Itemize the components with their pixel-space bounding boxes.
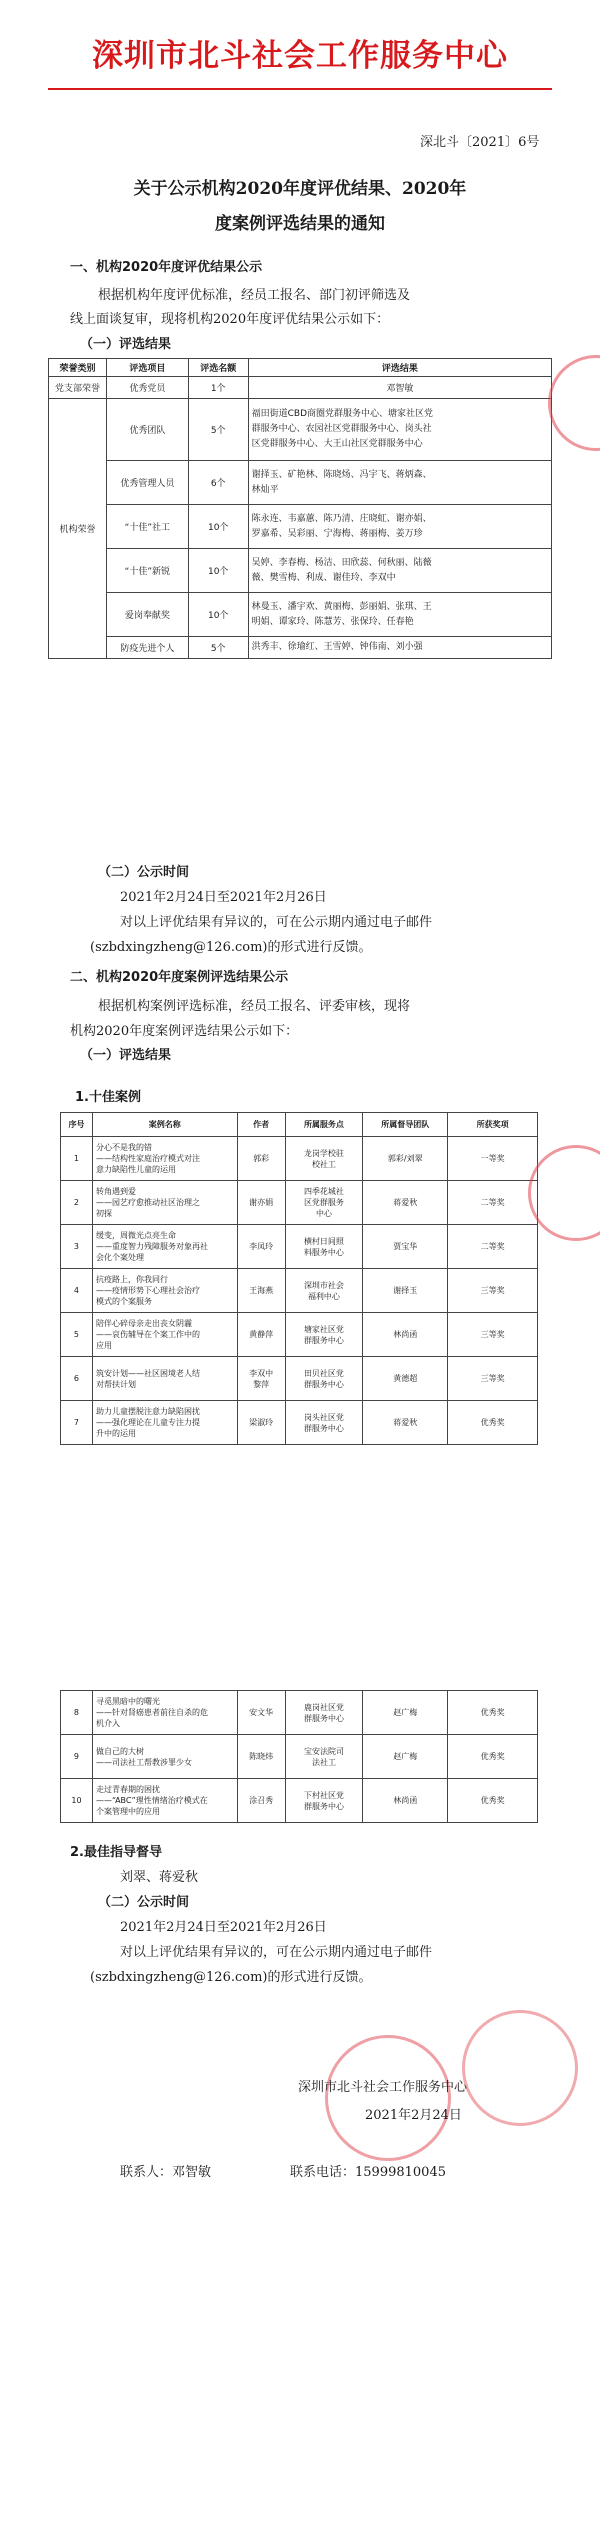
case-number-cell-line: 4 bbox=[73, 1286, 80, 1295]
part2-time: 2021年2月24日至2021年2月26日 bbox=[120, 1920, 327, 1935]
result-line: 吴婷、李春梅、杨洁、田欣蕊、何秋丽、陆薇 bbox=[251, 557, 432, 568]
case-site-cell-line: 鹿岗社区党 bbox=[303, 1702, 344, 1712]
case-author-cell bbox=[237, 1691, 285, 1735]
case-author-cell-line: 李双中 黎萍 bbox=[249, 1368, 274, 1389]
case-award-cell bbox=[448, 1225, 538, 1269]
case-site-cell-line: 田贝社区党 bbox=[303, 1368, 344, 1378]
case-title-cell bbox=[92, 1779, 237, 1823]
case-number-cell bbox=[61, 1269, 93, 1313]
case-author-cell-line: 李凤玲 bbox=[249, 1242, 274, 1251]
case-site-cell bbox=[285, 1269, 363, 1313]
case-number-cell-line: 10 bbox=[71, 1796, 82, 1805]
case-author-cell bbox=[237, 1357, 285, 1401]
case-title-cell-line: 意力缺陷性儿童的运用 bbox=[95, 1165, 176, 1174]
case-title-cell-line: ——强化理论在儿童专注力提 bbox=[95, 1418, 200, 1427]
letterhead-title: 深圳市北斗社会工作服务中心 bbox=[92, 38, 508, 74]
case-award-cell-line: 优秀奖 bbox=[480, 1796, 505, 1805]
result-line: 谢择玉、矿艳林、陈晓炀、冯宇飞、蒋炳森、 bbox=[251, 469, 432, 480]
case-site-cell-line: 下村社区党 bbox=[303, 1790, 344, 1800]
case-author-cell-line: 陈晓炜 bbox=[249, 1752, 274, 1761]
table-row bbox=[61, 1401, 538, 1445]
quota-cell: 10个 bbox=[188, 549, 248, 593]
cases-table-header bbox=[61, 1113, 538, 1137]
case-title-cell bbox=[92, 1225, 237, 1269]
result-line: 林灿平 bbox=[251, 484, 279, 495]
case-title-cell-line: ——司法社工帮教涉罪少女 bbox=[95, 1757, 192, 1767]
case-award-cell-line: 三等奖 bbox=[480, 1286, 505, 1295]
case-award-cell-line: 三等奖 bbox=[480, 1330, 505, 1339]
case-number-cell-line: 7 bbox=[73, 1418, 80, 1427]
case-site-cell-line: 群服务中心 bbox=[303, 1423, 344, 1433]
case-award-cell-line: 二等奖 bbox=[480, 1242, 505, 1251]
case-author-cell bbox=[237, 1181, 285, 1225]
header-cell: 序号 bbox=[61, 1113, 93, 1137]
case-team-cell bbox=[363, 1313, 448, 1357]
case-team-cell bbox=[363, 1401, 448, 1445]
case-site-cell-line: 校社工 bbox=[311, 1159, 336, 1169]
case-site-cell bbox=[285, 1779, 363, 1823]
case-site-cell bbox=[285, 1401, 363, 1445]
case-award-cell bbox=[448, 1691, 538, 1735]
header-cell: 案例名称 bbox=[92, 1113, 237, 1137]
letterhead-divider bbox=[48, 88, 552, 90]
part1-heading: 一、机构2020年度评优结果公示 bbox=[70, 260, 263, 275]
case-team-cell-line: 赵广梅 bbox=[393, 1708, 418, 1717]
case-title-cell-line: 陪伴心碎母亲走出丧女阴霾 bbox=[95, 1319, 192, 1328]
case-number-cell bbox=[61, 1181, 93, 1225]
case-team-cell bbox=[363, 1225, 448, 1269]
header-cell: 所属督导团队 bbox=[363, 1113, 448, 1137]
cases-body bbox=[61, 1691, 538, 1823]
case-site-cell bbox=[285, 1137, 363, 1181]
case-team-cell-line: 林尚函 bbox=[393, 1330, 418, 1339]
case-team-cell bbox=[363, 1269, 448, 1313]
category-cell: 机构荣誉 bbox=[49, 399, 107, 659]
result-cell: 邓智敏 bbox=[248, 377, 551, 399]
case-site-cell-line: 群服务中心 bbox=[303, 1335, 344, 1345]
case-title-cell-line: ——重度智力残障服务对象再社 bbox=[95, 1242, 208, 1251]
case-author-cell bbox=[237, 1137, 285, 1181]
table-row bbox=[49, 505, 552, 549]
case-author-cell bbox=[237, 1313, 285, 1357]
case-title-cell-line: 对帮扶计划 bbox=[95, 1379, 136, 1389]
official-seal bbox=[462, 2010, 578, 2126]
result-line: 罗嘉希、吴彩丽、宁海梅、蒋丽梅、姜万珍 bbox=[251, 528, 423, 539]
quota-cell: 10个 bbox=[188, 593, 248, 637]
case-team-cell-line: 赵广梅 bbox=[393, 1752, 418, 1761]
case-award-cell bbox=[448, 1401, 538, 1445]
case-site-cell bbox=[285, 1225, 363, 1269]
cases-table-wrap-1 bbox=[60, 1112, 538, 1445]
case-title-cell-line: 升中的运用 bbox=[95, 1429, 136, 1438]
case-number-cell-line: 5 bbox=[73, 1330, 80, 1339]
result-cell bbox=[248, 461, 551, 505]
case-title-cell bbox=[92, 1181, 237, 1225]
result-line: 林曼玉、潘宇欢、黄丽梅、彭丽娟、张琪、王 bbox=[251, 601, 432, 612]
case-number-cell-line: 2 bbox=[73, 1198, 80, 1207]
cases-table bbox=[60, 1112, 538, 1445]
case-number-cell bbox=[61, 1137, 93, 1181]
case-award-cell-line: 优秀奖 bbox=[480, 1418, 505, 1427]
case-author-cell-line: 安文华 bbox=[249, 1708, 274, 1717]
contact-person: 联系人：邓智敏 bbox=[120, 2165, 212, 2180]
result-cell bbox=[248, 593, 551, 637]
case-title-cell bbox=[92, 1357, 237, 1401]
case-team-cell bbox=[363, 1181, 448, 1225]
result-cell bbox=[248, 399, 551, 461]
part2-intro-line1: 根据机构案例评选标准，经员工报名、评委审核，现将 bbox=[98, 999, 411, 1014]
case-team-cell bbox=[363, 1691, 448, 1735]
case-site-cell-line: 群服务中心 bbox=[303, 1801, 344, 1811]
case-author-cell-line: 梁淑玲 bbox=[249, 1418, 274, 1427]
case-site-cell-line: 宝安法院司 bbox=[303, 1746, 344, 1756]
case-title-cell bbox=[92, 1401, 237, 1445]
result-line: 洪秀丰、徐瑜红、王雪婷、钟伟南、刘小强 bbox=[251, 642, 423, 652]
header-cell: 评选结果 bbox=[248, 359, 551, 377]
item-cell: 防疫先进个人 bbox=[106, 637, 188, 659]
case-author-cell-line: 郭彩 bbox=[253, 1154, 270, 1163]
case-team-cell-line: 黄德超 bbox=[393, 1374, 418, 1383]
case-number-cell bbox=[61, 1691, 93, 1735]
result-cell bbox=[248, 505, 551, 549]
part2-sub-time: （二）公示时间 bbox=[98, 1895, 190, 1910]
case-site-cell bbox=[285, 1313, 363, 1357]
case-title-cell-line: 助力儿童摆脱注意力缺陷困扰 bbox=[95, 1407, 200, 1416]
table-row bbox=[49, 399, 552, 461]
header-cell: 评选名额 bbox=[188, 359, 248, 377]
case-award-cell-line: 优秀奖 bbox=[480, 1752, 505, 1761]
best-supervisors: 刘翠、蒋爱秋 bbox=[120, 1870, 199, 1885]
header-cell: 评选项目 bbox=[106, 359, 188, 377]
best-supervisor-title: 2.最佳指导督导 bbox=[70, 1845, 162, 1860]
case-title-cell-line: ——“ABC”理性情绪治疗模式在 bbox=[95, 1796, 208, 1805]
part1-sub-results: （一）评选结果 bbox=[80, 337, 172, 352]
cases-table-wrap-2 bbox=[60, 1690, 538, 1823]
awards-table-wrap bbox=[48, 358, 552, 659]
table-row bbox=[61, 1269, 538, 1313]
category-cell: 党支部荣誉 bbox=[49, 377, 107, 399]
case-team-cell-line: 谢择玉 bbox=[393, 1286, 418, 1295]
case-award-cell bbox=[448, 1181, 538, 1225]
case-site-cell-line: 福利中心 bbox=[307, 1291, 340, 1301]
case-title-cell-line: 缓变，周微光点亮生命 bbox=[95, 1231, 176, 1240]
case-award-cell-line: 三等奖 bbox=[480, 1374, 505, 1383]
table-row bbox=[61, 1691, 538, 1735]
case-number-cell-line: 8 bbox=[73, 1708, 80, 1717]
item-cell: 优秀管理人员 bbox=[106, 461, 188, 505]
case-author-cell bbox=[237, 1225, 285, 1269]
result-cell bbox=[248, 637, 551, 659]
case-team-cell-line: 郭彩/刘翠 bbox=[387, 1154, 423, 1163]
case-number-cell bbox=[61, 1735, 93, 1779]
document-number: 深北斗〔2021〕6号 bbox=[420, 135, 540, 150]
case-team-cell bbox=[363, 1779, 448, 1823]
case-title-cell-line: 寻觅黑暗中的曙光 bbox=[95, 1697, 160, 1706]
part2-heading: 二、机构2020年度案例评选结果公示 bbox=[70, 970, 289, 985]
quota-cell: 5个 bbox=[188, 399, 248, 461]
signature-org: 深圳市北斗社会工作服务中心 bbox=[298, 2080, 468, 2095]
case-title-cell bbox=[92, 1735, 237, 1779]
case-number-cell-line: 6 bbox=[73, 1374, 80, 1383]
document-title-line1: 关于公示机构2020年度评优结果、2020年 bbox=[133, 179, 467, 199]
case-number-cell-line: 3 bbox=[73, 1242, 80, 1251]
table-row bbox=[61, 1225, 538, 1269]
case-author-cell-line: 涂召秀 bbox=[249, 1796, 274, 1805]
case-title-cell-line: ——哀伤辅导在个案工作中的 bbox=[95, 1330, 200, 1339]
case-team-cell bbox=[363, 1357, 448, 1401]
case-title-cell-line: 分心不是我的错 bbox=[95, 1143, 152, 1152]
case-author-cell-line: 王海燕 bbox=[249, 1286, 274, 1295]
part2-sub-results: （一）评选结果 bbox=[80, 1048, 172, 1063]
case-site-cell bbox=[285, 1691, 363, 1735]
case-title-cell-line: 做自己的大树 bbox=[95, 1746, 144, 1756]
quota-cell: 10个 bbox=[188, 505, 248, 549]
case-site-cell-line: 龙岗学校驻 bbox=[303, 1148, 344, 1158]
case-author-cell bbox=[237, 1735, 285, 1779]
case-site-cell bbox=[285, 1181, 363, 1225]
case-site-cell-line: 岗头社区党 bbox=[303, 1412, 344, 1422]
awards-table bbox=[48, 358, 552, 659]
table-row bbox=[61, 1181, 538, 1225]
table-row bbox=[61, 1313, 538, 1357]
top-ten-title: 1.十佳案例 bbox=[75, 1090, 141, 1105]
case-site-cell-line: 塘家社区党 bbox=[303, 1324, 344, 1334]
official-seal bbox=[528, 1145, 600, 1241]
case-site-cell bbox=[285, 1735, 363, 1779]
case-award-cell bbox=[448, 1137, 538, 1181]
official-seal bbox=[548, 355, 600, 451]
header-cell: 所获奖项 bbox=[448, 1113, 538, 1137]
case-award-cell-line: 二等奖 bbox=[480, 1198, 505, 1207]
result-line: 明娟、谭家玲、陈慧芳、张保玲、任春艳 bbox=[251, 616, 414, 627]
case-title-cell-line: 模式的个案服务 bbox=[95, 1297, 152, 1306]
signature-date: 2021年2月24日 bbox=[365, 2108, 462, 2123]
case-title-cell-line: ——疫情形势下心理社会治疗 bbox=[95, 1286, 200, 1295]
table-row bbox=[49, 461, 552, 505]
table-row bbox=[61, 1779, 538, 1823]
case-site-cell-line: 法社工 bbox=[311, 1757, 336, 1767]
case-site-cell-line: 横村日间照 bbox=[303, 1236, 344, 1246]
quota-cell: 1个 bbox=[188, 377, 248, 399]
case-site-cell bbox=[285, 1357, 363, 1401]
contact-phone: 联系电话：15999810045 bbox=[290, 2165, 446, 2180]
case-title-cell-line: ——针对肾癌患者前往自杀的危 bbox=[95, 1708, 208, 1717]
case-number-cell bbox=[61, 1313, 93, 1357]
item-cell: 爱岗奉献奖 bbox=[106, 593, 188, 637]
case-site-cell-line: 四季花城社 bbox=[303, 1187, 344, 1196]
case-team-cell bbox=[363, 1735, 448, 1779]
case-number-cell-line: 9 bbox=[73, 1752, 80, 1761]
case-title-cell-line: 会化个案处理 bbox=[95, 1253, 144, 1262]
case-award-cell-line: 优秀奖 bbox=[480, 1708, 505, 1717]
case-title-cell-line: ——结构性家庭治疗模式对注 bbox=[95, 1154, 200, 1163]
case-title-cell-line: 走过青春期的困扰 bbox=[95, 1785, 160, 1794]
result-line: 群服务中心、农园社区党群服务中心、岗头社 bbox=[251, 424, 432, 434]
part1-sub-time: （二）公示时间 bbox=[98, 865, 190, 880]
quota-cell: 6个 bbox=[188, 461, 248, 505]
case-title-cell bbox=[92, 1691, 237, 1735]
item-cell: 优秀团队 bbox=[106, 399, 188, 461]
part1-intro-line2: 线上面谈复审，现将机构2020年度评优结果公示如下： bbox=[70, 312, 390, 327]
item-cell: 优秀党员 bbox=[106, 377, 188, 399]
quota-cell: 5个 bbox=[188, 637, 248, 659]
part2-note-line1: 对以上评优结果有异议的，可在公示期内通过电子邮件 bbox=[120, 1945, 433, 1960]
case-team-cell-line: 林尚函 bbox=[393, 1796, 418, 1805]
case-award-cell bbox=[448, 1357, 538, 1401]
case-title-cell-line: 转角遇到爱 bbox=[95, 1187, 136, 1196]
case-number-cell bbox=[61, 1401, 93, 1445]
header-cell: 所属服务点 bbox=[285, 1113, 363, 1137]
case-title-cell bbox=[92, 1313, 237, 1357]
case-number-cell-line: 1 bbox=[73, 1154, 80, 1163]
table-row bbox=[61, 1137, 538, 1181]
case-title-cell-line: 初探 bbox=[95, 1209, 112, 1218]
case-title-cell bbox=[92, 1137, 237, 1181]
result-cell bbox=[248, 549, 551, 593]
case-title-cell-line: 抗疫路上，你我同行 bbox=[95, 1275, 168, 1284]
case-title-cell-line: 筑安计划——社区困境老人结 bbox=[95, 1368, 200, 1378]
case-author-cell bbox=[237, 1779, 285, 1823]
header-cell: 作者 bbox=[237, 1113, 285, 1137]
item-cell: “十佳”新锐 bbox=[106, 549, 188, 593]
case-title-cell bbox=[92, 1269, 237, 1313]
table-row bbox=[61, 1357, 538, 1401]
header-cell: 荣誉类别 bbox=[49, 359, 107, 377]
awards-table-header bbox=[49, 359, 552, 377]
case-author-cell-line: 黄静萍 bbox=[249, 1330, 274, 1339]
case-award-cell bbox=[448, 1735, 538, 1779]
case-site-cell-line: 区党群服务 bbox=[303, 1198, 344, 1207]
result-line: 区党群服务中心、大王山社区党群服务中心 bbox=[251, 439, 423, 449]
cases-table-continued bbox=[60, 1690, 538, 1823]
case-title-cell-line: 应用 bbox=[95, 1341, 112, 1350]
case-award-cell-line: 一等奖 bbox=[480, 1154, 505, 1163]
table-row bbox=[49, 637, 552, 659]
case-site-cell-line: 群服务中心 bbox=[303, 1379, 344, 1389]
part2-intro-line2: 机构2020年度案例评选结果公示如下： bbox=[70, 1024, 299, 1039]
case-number-cell bbox=[61, 1225, 93, 1269]
part1-intro-line1: 根据机构年度评优标准，经员工报名、部门初评筛选及 bbox=[98, 288, 411, 303]
case-author-cell bbox=[237, 1401, 285, 1445]
part1-time: 2021年2月24日至2021年2月26日 bbox=[120, 890, 327, 905]
case-number-cell bbox=[61, 1779, 93, 1823]
case-team-cell-line: 蒋爱秋 bbox=[393, 1418, 418, 1427]
case-site-cell-line: 深圳市社会 bbox=[303, 1280, 344, 1290]
document-title-line2: 度案例评选结果的通知 bbox=[215, 214, 385, 234]
case-author-cell-line: 谢亦娟 bbox=[249, 1198, 274, 1207]
table-row bbox=[49, 549, 552, 593]
case-author-cell bbox=[237, 1269, 285, 1313]
part2-note-line2: (szbdxingzheng@126.com)的形式进行反馈。 bbox=[90, 1970, 372, 1985]
case-award-cell bbox=[448, 1269, 538, 1313]
case-title-cell-line: 个案管理中的应用 bbox=[95, 1807, 160, 1816]
table-row bbox=[61, 1735, 538, 1779]
result-line: 薇、樊雪梅、利成、谢佳玲、李双中 bbox=[251, 572, 396, 583]
cases-body bbox=[61, 1137, 538, 1445]
case-site-cell-line: 中心 bbox=[315, 1209, 332, 1218]
case-title-cell-line: 机介入 bbox=[95, 1719, 120, 1728]
case-award-cell bbox=[448, 1779, 538, 1823]
table-row bbox=[49, 377, 552, 399]
official-seal bbox=[325, 2035, 451, 2161]
case-team-cell bbox=[363, 1137, 448, 1181]
result-line: 福田街道CBD商圈党群服务中心、塘家社区党 bbox=[251, 409, 434, 419]
item-cell: “十佳”社工 bbox=[106, 505, 188, 549]
case-team-cell-line: 贾宝华 bbox=[393, 1242, 418, 1251]
part1-note-line2: (szbdxingzheng@126.com)的形式进行反馈。 bbox=[90, 940, 372, 955]
part1-note-line1: 对以上评优结果有异议的，可在公示期内通过电子邮件 bbox=[120, 915, 433, 930]
case-site-cell-line: 料服务中心 bbox=[303, 1247, 344, 1257]
case-team-cell-line: 蒋爱秋 bbox=[393, 1198, 418, 1207]
table-row bbox=[49, 593, 552, 637]
case-site-cell-line: 群服务中心 bbox=[303, 1713, 344, 1723]
result-line: 陈永连、韦嘉蕙、陈乃清、庄晓虹、谢亦娟、 bbox=[251, 513, 432, 524]
case-award-cell bbox=[448, 1313, 538, 1357]
case-number-cell bbox=[61, 1357, 93, 1401]
case-title-cell-line: ——园艺疗愈推动社区治理之 bbox=[95, 1198, 200, 1207]
